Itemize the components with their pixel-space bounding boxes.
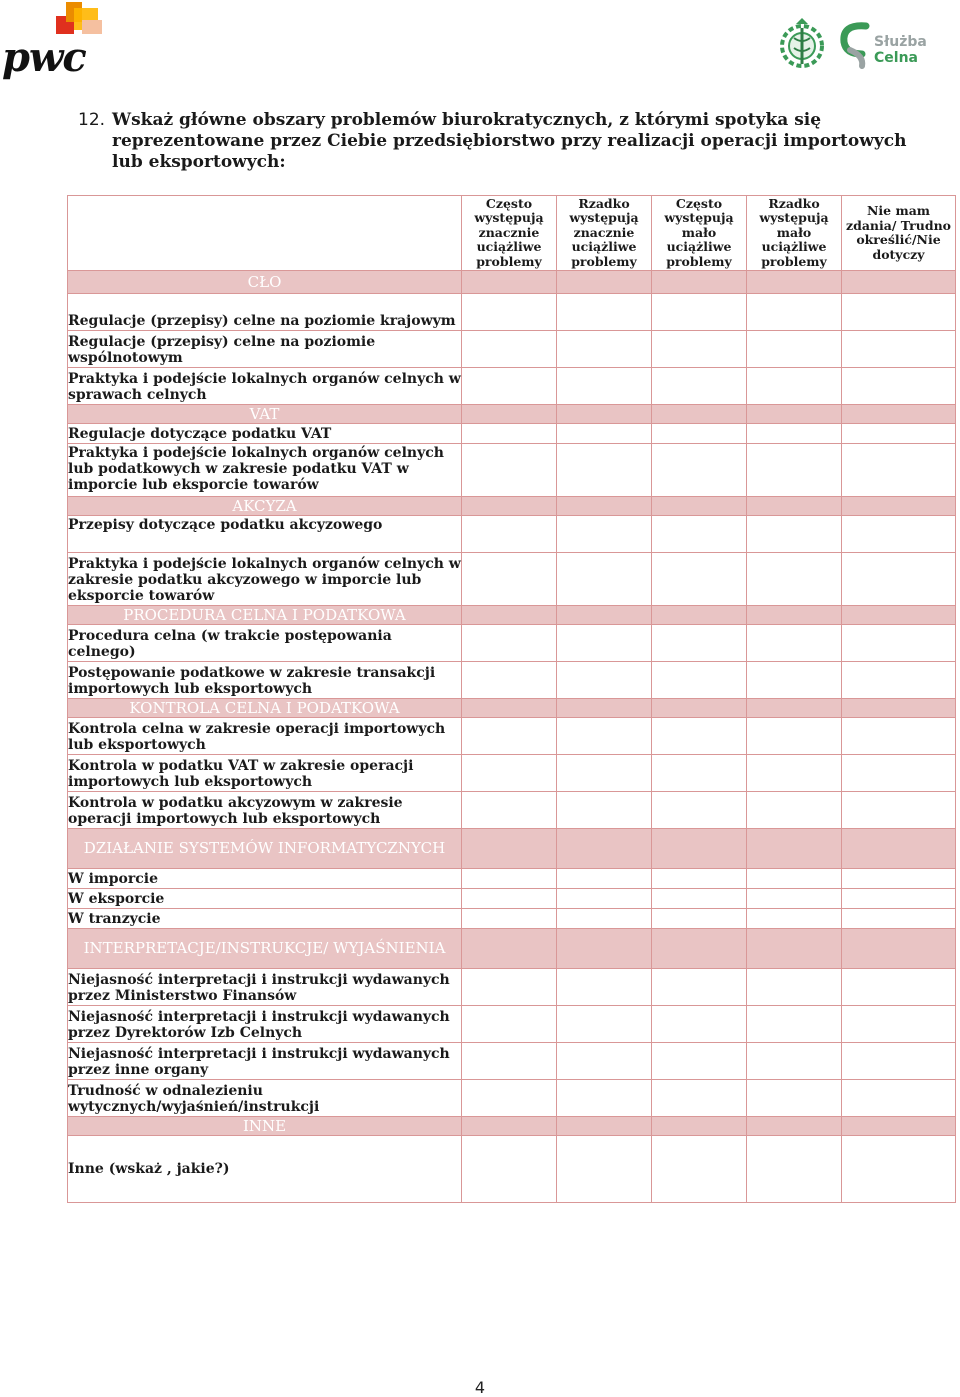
section-answer-cell — [747, 497, 842, 516]
row-label: Praktyka i podejście lokalnych organów celnych w sprawach celnych — [68, 368, 462, 405]
answer-cell[interactable] — [747, 294, 842, 331]
customs-emblem-icon — [774, 14, 834, 74]
table-row — [68, 368, 956, 405]
answer-cell[interactable] — [652, 1136, 747, 1203]
answer-cell[interactable] — [747, 869, 842, 889]
section-answer-cell — [747, 699, 842, 718]
answer-cell[interactable] — [462, 969, 557, 1006]
answer-cell[interactable] — [842, 1136, 956, 1203]
answer-cell[interactable] — [842, 1006, 956, 1043]
answer-cell[interactable] — [557, 792, 652, 829]
table-row — [68, 625, 956, 662]
answer-cell[interactable] — [557, 718, 652, 755]
section-answer-cell — [557, 405, 652, 424]
answer-cell[interactable] — [842, 1080, 956, 1117]
section-answer-cell — [462, 271, 557, 294]
answer-cell[interactable] — [652, 1006, 747, 1043]
section-title: DZIAŁANIE SYSTEMÓW INFORMATYCZNYCH — [68, 829, 462, 869]
table-row — [68, 909, 956, 929]
row-label: Inne (wskaż , jakie?) — [68, 1136, 462, 1203]
answer-cell[interactable] — [557, 424, 652, 444]
pwc-logo-square — [82, 20, 102, 34]
answer-cell[interactable] — [747, 368, 842, 405]
answer-cell[interactable] — [747, 662, 842, 699]
row-label: Procedura celna (w trakcie postępowania celnego) — [68, 625, 462, 662]
answer-cell[interactable] — [652, 553, 747, 606]
answer-cell[interactable] — [557, 1043, 652, 1080]
section-answer-cell — [747, 929, 842, 969]
section-answer-cell — [652, 699, 747, 718]
section-answer-cell — [557, 929, 652, 969]
section-row — [68, 929, 956, 969]
answer-cell[interactable] — [747, 1080, 842, 1117]
customs-mark-icon — [836, 20, 872, 70]
row-label: Kontrola w podatku akcyzowym w zakresie operacji importowych lub eksportowych — [68, 792, 462, 829]
answer-cell[interactable] — [462, 1043, 557, 1080]
row-label: Kontrola w podatku VAT w zakresie operacji importowych lub eksportowych — [68, 755, 462, 792]
answer-cell[interactable] — [557, 553, 652, 606]
answer-cell[interactable] — [462, 424, 557, 444]
answer-cell[interactable] — [462, 553, 557, 606]
section-answer-cell — [462, 497, 557, 516]
section-answer-cell — [842, 1117, 956, 1136]
row-label: Niejasność interpretacji i instrukcji wydawanych przez Dyrektorów Izb Celnych — [68, 1006, 462, 1043]
answer-cell[interactable] — [557, 889, 652, 909]
answer-cell[interactable] — [842, 368, 956, 405]
answer-cell[interactable] — [747, 553, 842, 606]
table-row — [68, 869, 956, 889]
row-label: Regulacje (przepisy) celne na poziomie krajowym — [68, 294, 462, 331]
section-answer-cell — [462, 405, 557, 424]
section-row — [68, 497, 956, 516]
answer-cell[interactable] — [842, 424, 956, 444]
section-answer-cell — [652, 1117, 747, 1136]
section-answer-cell — [462, 1117, 557, 1136]
section-row — [68, 699, 956, 718]
answer-cell[interactable] — [557, 662, 652, 699]
answer-cell[interactable] — [652, 1043, 747, 1080]
section-answer-cell — [747, 271, 842, 294]
section-answer-cell — [747, 1117, 842, 1136]
table-row — [68, 792, 956, 829]
table-row — [68, 718, 956, 755]
answer-cell[interactable] — [557, 444, 652, 497]
row-label: Trudność w odnalezieniu wytycznych/wyjaśnień/instrukcji — [68, 1080, 462, 1117]
answer-cell[interactable] — [747, 1006, 842, 1043]
table-row — [68, 424, 956, 444]
row-label: Niejasność interpretacji i instrukcji wydawanych przez inne organy — [68, 1043, 462, 1080]
answer-cell[interactable] — [747, 889, 842, 909]
answer-cell[interactable] — [462, 792, 557, 829]
section-title: INTERPRETACJE/INSTRUKCJE/ WYJAŚNIENIA — [68, 929, 462, 969]
answer-cell[interactable] — [842, 516, 956, 553]
section-row — [68, 829, 956, 869]
answer-cell[interactable] — [842, 662, 956, 699]
answer-cell[interactable] — [557, 1080, 652, 1117]
answer-cell[interactable] — [557, 331, 652, 368]
customs-service-logo — [772, 14, 942, 76]
answer-cell[interactable] — [652, 444, 747, 497]
section-answer-cell — [557, 699, 652, 718]
table-row — [68, 294, 956, 331]
section-answer-cell — [747, 606, 842, 625]
answer-cell[interactable] — [652, 294, 747, 331]
row-label: W imporcie — [68, 869, 462, 889]
question-number: 12. — [78, 110, 106, 130]
section-row — [68, 606, 956, 625]
section-answer-cell — [557, 829, 652, 869]
answer-cell[interactable] — [842, 792, 956, 829]
section-title: KONTROLA CELNA I PODATKOWA — [68, 699, 462, 718]
column-header: Rzadko występują mało uciążliwe problemy — [747, 196, 842, 271]
table-corner-cell — [68, 196, 462, 271]
row-label: Regulacje dotyczące podatku VAT — [68, 424, 462, 444]
survey-table — [67, 195, 956, 1203]
answer-cell[interactable] — [652, 516, 747, 553]
answer-cell[interactable] — [652, 869, 747, 889]
section-answer-cell — [842, 405, 956, 424]
section-answer-cell — [842, 699, 956, 718]
section-row — [68, 271, 956, 294]
table-row — [68, 331, 956, 368]
answer-cell[interactable] — [652, 662, 747, 699]
section-answer-cell — [462, 606, 557, 625]
section-answer-cell — [842, 606, 956, 625]
answer-cell[interactable] — [842, 889, 956, 909]
row-label: W tranzycie — [68, 909, 462, 929]
section-answer-cell — [652, 405, 747, 424]
answer-cell[interactable] — [462, 625, 557, 662]
answer-cell[interactable] — [462, 755, 557, 792]
row-label: Regulacje (przepisy) celne na poziomie wspólnotowym — [68, 331, 462, 368]
answer-cell[interactable] — [462, 718, 557, 755]
table-header-row — [68, 196, 956, 271]
answer-cell[interactable] — [652, 909, 747, 929]
answer-cell[interactable] — [557, 516, 652, 553]
answer-cell[interactable] — [842, 331, 956, 368]
section-answer-cell — [557, 497, 652, 516]
table-row — [68, 662, 956, 699]
answer-cell[interactable] — [652, 969, 747, 1006]
page-number: 4 — [474, 1378, 486, 1397]
table-row — [68, 889, 956, 909]
answer-cell[interactable] — [557, 909, 652, 929]
section-answer-cell — [462, 829, 557, 869]
answer-cell[interactable] — [462, 368, 557, 405]
section-answer-cell — [652, 829, 747, 869]
column-header: Nie mam zdania/ Trudno określić/Nie dotyczy — [842, 196, 956, 271]
table-row — [68, 516, 956, 553]
answer-cell[interactable] — [462, 1080, 557, 1117]
section-answer-cell — [652, 606, 747, 625]
answer-cell[interactable] — [652, 424, 747, 444]
answer-cell[interactable] — [747, 516, 842, 553]
table-row — [68, 969, 956, 1006]
answer-cell[interactable] — [842, 625, 956, 662]
section-answer-cell — [462, 929, 557, 969]
section-answer-cell — [652, 271, 747, 294]
row-label: Niejasność interpretacji i instrukcji wydawanych przez Ministerstwo Finansów — [68, 969, 462, 1006]
customs-logo-text — [874, 34, 927, 66]
answer-cell[interactable] — [462, 869, 557, 889]
row-label: Praktyka i podejście lokalnych organów celnych w zakresie podatku akcyzowego w imporcie lub eksporcie towarów — [68, 553, 462, 606]
answer-cell[interactable] — [747, 755, 842, 792]
answer-cell[interactable] — [747, 331, 842, 368]
answer-cell[interactable] — [462, 331, 557, 368]
answer-cell[interactable] — [652, 889, 747, 909]
answer-cell[interactable] — [842, 553, 956, 606]
answer-cell[interactable] — [842, 869, 956, 889]
answer-cell[interactable] — [462, 516, 557, 553]
section-answer-cell — [842, 271, 956, 294]
customs-logo-line2: Celna — [874, 50, 918, 66]
section-answer-cell — [842, 929, 956, 969]
row-label: Praktyka i podejście lokalnych organów celnych lub podatkowych w zakresie podatku VAT w imporcie lub eksporcie towarów — [68, 444, 462, 497]
column-header: Często występują znacznie uciążliwe problemy — [462, 196, 557, 271]
section-title: PROCEDURA CELNA I PODATKOWA — [68, 606, 462, 625]
section-answer-cell — [652, 497, 747, 516]
answer-cell[interactable] — [842, 909, 956, 929]
section-answer-cell — [652, 929, 747, 969]
answer-cell[interactable] — [747, 444, 842, 497]
section-title: VAT — [68, 405, 462, 424]
answer-cell[interactable] — [557, 625, 652, 662]
section-answer-cell — [462, 699, 557, 718]
answer-cell[interactable] — [842, 969, 956, 1006]
answer-cell[interactable] — [462, 1136, 557, 1203]
section-answer-cell — [557, 271, 652, 294]
table-row — [68, 1080, 956, 1117]
answer-cell[interactable] — [462, 889, 557, 909]
section-answer-cell — [557, 606, 652, 625]
answer-cell[interactable] — [557, 294, 652, 331]
answer-cell[interactable] — [462, 662, 557, 699]
row-label: Kontrola celna w zakresie operacji importowych lub eksportowych — [68, 718, 462, 755]
answer-cell[interactable] — [557, 755, 652, 792]
answer-cell[interactable] — [462, 909, 557, 929]
pwc-logo — [0, 0, 110, 82]
section-row — [68, 1117, 956, 1136]
row-label: W eksporcie — [68, 889, 462, 909]
answer-cell[interactable] — [747, 1136, 842, 1203]
section-answer-cell — [747, 405, 842, 424]
row-label: Postępowanie podatkowe w zakresie transakcji importowych lub eksportowych — [68, 662, 462, 699]
answer-cell[interactable] — [462, 1006, 557, 1043]
column-header: Często występują mało uciążliwe problemy — [652, 196, 747, 271]
answer-cell[interactable] — [747, 969, 842, 1006]
section-answer-cell — [842, 829, 956, 869]
answer-cell[interactable] — [747, 909, 842, 929]
section-answer-cell — [557, 1117, 652, 1136]
answer-cell[interactable] — [462, 294, 557, 331]
answer-cell[interactable] — [747, 1043, 842, 1080]
row-label: Przepisy dotyczące podatku akcyzowego — [68, 516, 462, 553]
question-text: Wskaż główne obszary problemów biurokratycznych, z którymi spotyka się reprezentowane przez Ciebie przedsiębiorstwo przy realizacji operacji importowych lub eksportowych: — [112, 110, 907, 172]
answer-cell[interactable] — [652, 625, 747, 662]
answer-cell[interactable] — [747, 625, 842, 662]
answer-cell[interactable] — [652, 331, 747, 368]
section-title: CŁO — [68, 271, 462, 294]
answer-cell[interactable] — [557, 1136, 652, 1203]
table-row — [68, 1006, 956, 1043]
answer-cell[interactable] — [842, 294, 956, 331]
answer-cell[interactable] — [557, 368, 652, 405]
answer-cell[interactable] — [842, 755, 956, 792]
table-row — [68, 553, 956, 606]
answer-cell[interactable] — [557, 1006, 652, 1043]
section-row — [68, 405, 956, 424]
survey-table-body — [68, 196, 956, 1203]
answer-cell[interactable] — [652, 792, 747, 829]
answer-cell[interactable] — [652, 368, 747, 405]
answer-cell[interactable] — [842, 1043, 956, 1080]
answer-cell[interactable] — [842, 718, 956, 755]
answer-cell[interactable] — [652, 755, 747, 792]
section-title: AKCYZA — [68, 497, 462, 516]
section-title: INNE — [68, 1117, 462, 1136]
table-row — [68, 1136, 956, 1203]
answer-cell[interactable] — [462, 444, 557, 497]
answer-cell[interactable] — [652, 1080, 747, 1117]
answer-cell[interactable] — [747, 718, 842, 755]
question-heading — [78, 110, 928, 173]
table-row — [68, 755, 956, 792]
pwc-logo-text: pwc — [2, 34, 86, 81]
section-answer-cell — [747, 829, 842, 869]
column-header: Rzadko występują znacznie uciążliwe problemy — [557, 196, 652, 271]
section-answer-cell — [842, 497, 956, 516]
answer-cell[interactable] — [652, 718, 747, 755]
answer-cell[interactable] — [747, 792, 842, 829]
answer-cell[interactable] — [747, 424, 842, 444]
table-row — [68, 444, 956, 497]
table-row — [68, 1043, 956, 1080]
answer-cell[interactable] — [557, 869, 652, 889]
answer-cell[interactable] — [842, 444, 956, 497]
answer-cell[interactable] — [557, 969, 652, 1006]
customs-logo-line1: Służba — [874, 34, 927, 50]
